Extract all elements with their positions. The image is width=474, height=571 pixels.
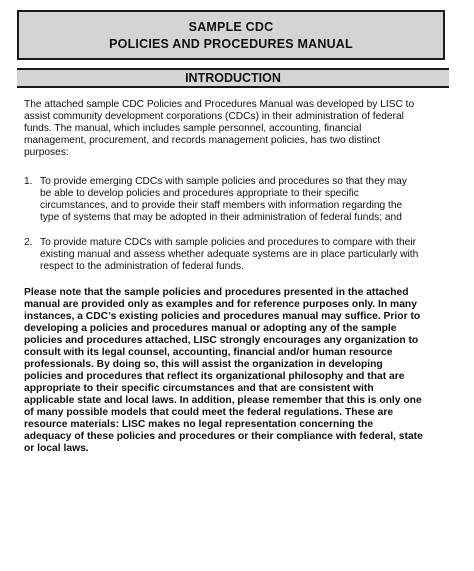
list-item-line: respect to the administration of federal funds.: [40, 260, 244, 272]
list-item-line: To provide emerging CDCs with sample policies and procedures so that they may: [40, 176, 407, 187]
disclaimer-line: appropriate to their specific circumstances and that are consistent with: [24, 383, 374, 394]
list-item-line: type of systems that may be adopted in their administration of federal funds; and: [40, 211, 402, 223]
disclaimer-line: policies and procedures attached, LISC strongly encourages any organization to: [24, 335, 419, 346]
disclaimer-line: policies and procedures that reflect its organizational philosophy and that are: [24, 371, 405, 382]
disclaimer-line: instances, a CDC’s existing policies and procedures manual may suffice. Prior to: [24, 311, 421, 322]
disclaimer-line: or local laws.: [24, 443, 89, 454]
list-item-line: be able to develop policies and procedures appropriate to their specific: [40, 187, 359, 199]
document-title-box: [17, 10, 445, 60]
disclaimer-line: Please note that the sample policies and procedures presented in the attached: [24, 287, 409, 298]
document-title-line-1: SAMPLE CDC: [188, 20, 274, 34]
list-item-number: 1.: [24, 176, 33, 187]
list-item-text: [40, 237, 418, 273]
document-title-line-2: POLICIES AND PROCEDURES MANUAL: [109, 37, 353, 51]
list-item-text: [40, 176, 407, 224]
disclaimer-line: of many possible models that could meet the federal regulations. These are: [24, 407, 394, 418]
intro-line: The attached sample CDC Policies and Procedures Manual was developed by LISC to: [24, 99, 415, 110]
disclaimer-line: developing a policies and procedures manual or adopting any of the sample: [24, 323, 397, 334]
disclaimer-line: applicable state and local laws. In addition, please remember that this is only one: [24, 395, 422, 406]
section-heading: INTRODUCTION: [17, 68, 449, 88]
list-item-line: existing manual and assess whether adequate systems are in place particularly with: [40, 248, 419, 260]
disclaimer-line: adequacy of these policies and procedures or their compliance with federal, state: [24, 431, 423, 442]
list-item-number: 2.: [24, 237, 33, 248]
intro-line: purposes:: [24, 146, 69, 158]
intro-line: management, procurement, and records management policies, has two distinct: [24, 134, 381, 146]
disclaimer-line: consult with its legal counsel, accounting, financial and/or human resource: [24, 347, 393, 358]
intro-line: assist community development corporations (CDCs) in their administration of federal: [24, 110, 404, 122]
disclaimer-line: resource materials: LISC makes no legal representation concerning the: [24, 419, 374, 430]
disclaimer-paragraph: [24, 287, 448, 455]
disclaimer-line: manual are provided only as examples and for reference purposes only. In many: [24, 299, 417, 310]
list-item-line: To provide mature CDCs with sample policies and procedures to compare with their: [40, 237, 416, 248]
intro-paragraph: [24, 99, 448, 159]
intro-line: funds. The manual, which includes sample personnel, accounting, financial: [24, 122, 362, 134]
list-item-line: circumstances, and to provide their staff members with information regarding the: [40, 199, 403, 211]
disclaimer-line: professionals. By doing so, this will assist the organization in developing: [24, 359, 383, 370]
